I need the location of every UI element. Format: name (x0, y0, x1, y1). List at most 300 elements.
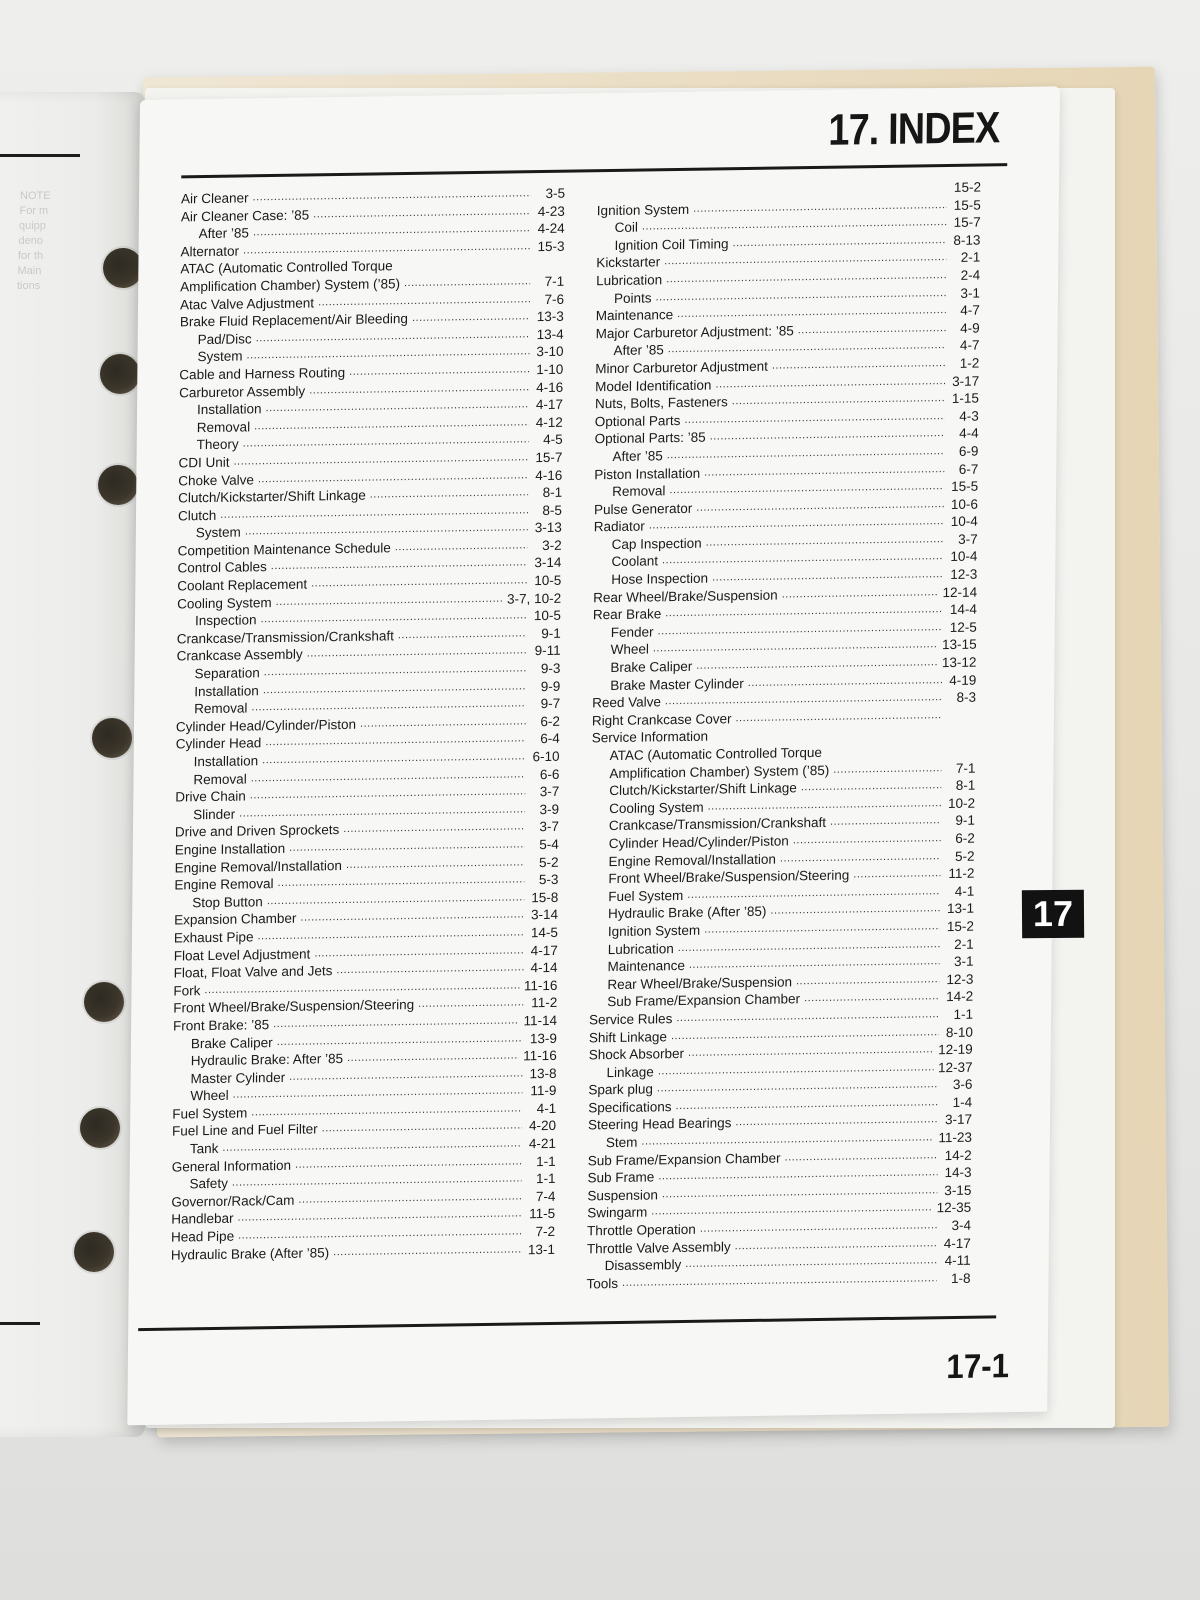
index-entry-page: 13-3 (536, 308, 564, 325)
index-entry-page: 2-1 (960, 249, 981, 266)
index-entry-label: Amplification Chamber) System (’85) (180, 276, 401, 295)
index-entry-page: 4-12 (535, 414, 563, 430)
index-entry-page: 3-6 (952, 1076, 973, 1093)
index-entry-page: 7-6 (544, 291, 565, 307)
index-entry-page: 3-7, 10-2 (507, 590, 562, 607)
index-entry-page (942, 719, 976, 720)
index-entry-page: 10-6 (950, 496, 979, 512)
index-entry-label: Ignition System (596, 201, 690, 218)
index-entry-label: Brake Caliper (610, 658, 693, 676)
index-entry-page: 13-1 (527, 1241, 555, 1257)
index-entry-label: Governor/Rack/Cam (171, 1192, 295, 1210)
index-entry-label: Engine Removal/Installation (174, 857, 343, 876)
leader-dots (346, 857, 525, 870)
leader-dots (360, 716, 526, 728)
leader-dots (204, 980, 520, 995)
index-entry-page: 13-9 (529, 1030, 557, 1046)
leader-dots (678, 939, 940, 953)
leader-dots (289, 1068, 523, 1081)
leader-dots (735, 710, 942, 723)
index-entry-label: Safety (189, 1175, 228, 1192)
leader-dots (258, 470, 529, 484)
index-entry-page: 4-17 (535, 396, 564, 413)
index-entry-page: 12-3 (946, 971, 974, 987)
index-entry-page: 4-24 (537, 220, 565, 237)
index-entry-page: 4-7 (959, 337, 980, 354)
leader-dots (685, 1255, 937, 1269)
leader-dots (395, 540, 528, 552)
left-page-ghost-line: NOTE (20, 190, 51, 202)
leader-dots (257, 927, 524, 941)
index-entry-label: Tank (189, 1140, 219, 1157)
index-entry-page: 8-13 (953, 232, 981, 248)
index-entry-page: 12-37 (937, 1059, 973, 1075)
index-entry-page: 1-10 (536, 361, 564, 378)
index-entry-page: 9-11 (534, 643, 561, 659)
index-entry-page: 3-14 (534, 555, 562, 571)
index-entry-label: Brake Caliper (190, 1034, 273, 1051)
index-entry-label: Master Cylinder (190, 1069, 286, 1086)
index-entry-label: Amplification Chamber) System (’85) (609, 762, 830, 781)
binder-hole (98, 465, 138, 505)
leader-dots (676, 1009, 939, 1023)
index-entry-page: 3-13 (534, 520, 562, 536)
leader-dots (688, 1044, 934, 1058)
left-page-ghost-line: tions (17, 280, 41, 292)
leader-dots (696, 657, 938, 671)
leader-dots (710, 428, 945, 441)
index-entry-page: 12-5 (949, 619, 977, 635)
index-entry-label: Wheel (190, 1088, 229, 1104)
left-page-ghost-line: deno (18, 235, 43, 247)
index-entry-page: 4-9 (960, 320, 980, 336)
index-entry-label: Drive and Driven Sprockets (174, 822, 340, 840)
index-entry-page: 15-5 (951, 478, 979, 495)
leader-dots (662, 1185, 938, 1199)
index-entry-page: 11-16 (523, 1047, 557, 1064)
leader-dots (347, 1051, 519, 1064)
index-entry-page: 3-17 (944, 1112, 973, 1128)
index-entry-label: Ignition Coil Timing (614, 236, 729, 253)
index-entry-label: Head Pipe (171, 1228, 235, 1245)
index-entry-page: 11-5 (529, 1206, 556, 1222)
index-entry-label: Cooling System (177, 594, 272, 612)
index-entry-page: 6-9 (958, 443, 979, 459)
index-entry-label: Brake Master Cylinder (610, 675, 744, 693)
index-entry-label: Optional Parts (594, 412, 681, 429)
leader-dots (253, 188, 532, 202)
index-entry-label: Front Wheel/Brake/Suspension/Steering (608, 867, 850, 887)
index-entry-label: Rear Wheel/Brake/Suspension (593, 587, 778, 605)
index-column-right (586, 180, 981, 1294)
index-entry-label: Pulse Generator (593, 500, 693, 517)
leader-dots (277, 1033, 523, 1047)
index-entry-page: 4-16 (535, 467, 563, 483)
index-entry-label: Competition Maintenance Schedule (177, 540, 391, 559)
index-entry-page: 10-4 (950, 549, 978, 565)
leader-dots (665, 692, 942, 706)
leader-dots (298, 1191, 521, 1204)
index-entry-page: 3-1 (953, 953, 974, 970)
index-entry-label: Maintenance (607, 958, 685, 975)
leader-dots (748, 675, 943, 688)
leader-dots (322, 1121, 523, 1134)
index-entry-label: Rear Wheel/Brake/Suspension (607, 974, 793, 992)
leader-dots (251, 699, 526, 713)
index-entry-page: 3-2 (542, 537, 562, 553)
index-entry-page: 1-2 (959, 355, 980, 371)
index-entry-label: Maintenance (595, 307, 674, 324)
leader-dots (412, 311, 530, 323)
index-entry-label: Suspension (587, 1187, 659, 1204)
index-entry-label: Installation (193, 753, 259, 770)
index-entry-label: Fuel Line and Fuel Filter (172, 1121, 318, 1140)
index-entry-label: Hydraulic Brake: After ’85 (190, 1051, 344, 1069)
index-entry-label: Air Cleaner (180, 190, 249, 207)
footer-rule (138, 1315, 996, 1331)
page-number: 17-1 (946, 1347, 1010, 1387)
index-entry-label: Clutch (177, 507, 217, 524)
index-entry-page: 4-4 (959, 425, 979, 442)
index-entry-page: 5-4 (539, 836, 559, 853)
index-entry-page: 9-1 (541, 625, 561, 641)
leader-dots (243, 241, 531, 255)
leader-dots (706, 534, 944, 548)
index-entry-label: Fender (610, 624, 654, 640)
index-entry-label: Engine Removal/Installation (608, 851, 777, 869)
leader-dots (684, 411, 945, 425)
leader-dots (336, 962, 523, 975)
leader-dots (666, 270, 946, 284)
index-entry-page: 4-17 (530, 942, 558, 958)
index-entry-page: 8-1 (955, 777, 976, 794)
index-entry-label: Major Carburetor Adjustment: ’85 (595, 323, 794, 342)
leader-dots (238, 1226, 521, 1240)
index-entry-label: Coolant (611, 553, 659, 570)
index-entry-page: 3-15 (944, 1182, 972, 1198)
index-entry-page: 12-14 (942, 584, 978, 600)
leader-dots (232, 1174, 522, 1188)
index-entry-label: Choke Valve (178, 471, 254, 488)
index-entry-page: 9-1 (955, 813, 975, 829)
index-entry-label: ATAC (Automatic Controlled Torque (609, 744, 823, 764)
index-entry-label: Specifications (588, 1099, 672, 1116)
index-entry-label: Stop Button (192, 893, 263, 911)
index-entry-page: 3-7 (539, 783, 560, 800)
index-entry-label: Air Cleaner Case: ’85 (180, 207, 310, 224)
index-entry-label: System (195, 524, 241, 541)
leader-dots (793, 833, 941, 845)
index-entry-label: Spark plug (588, 1081, 654, 1098)
index-entry-label: Tools (586, 1275, 619, 1292)
leader-dots (853, 868, 940, 879)
leader-dots (833, 763, 941, 775)
leader-dots (689, 956, 940, 970)
left-page-ghost-line: quipp (19, 220, 46, 232)
page-title: 17. INDEX (828, 103, 1000, 155)
index-entry-label: Kickstarter (596, 254, 661, 271)
leader-dots (262, 751, 526, 765)
leader-dots (289, 839, 525, 852)
index-entry-page: 6-10 (532, 748, 560, 765)
leader-dots (772, 358, 946, 371)
index-entry-page: 10-2 (947, 795, 976, 811)
leader-dots (622, 1273, 937, 1288)
index-entry-label: Atac Valve Adjustment (179, 294, 315, 312)
index-entry-page: 4-1 (954, 883, 975, 899)
left-page-rule (0, 154, 80, 157)
index-entry-page: 1-1 (536, 1153, 556, 1169)
leader-dots (404, 276, 530, 288)
leader-dots (253, 223, 531, 237)
leader-dots (641, 1132, 934, 1146)
index-entry-page: 11-2 (531, 995, 558, 1011)
leader-dots (251, 1103, 522, 1117)
leader-dots (273, 1015, 520, 1029)
leader-dots (782, 587, 939, 599)
index-entry-label: Cooling System (609, 799, 704, 816)
section-tab: 17 (1022, 890, 1084, 938)
leader-dots (830, 816, 941, 828)
leader-dots (667, 446, 945, 460)
leader-dots (651, 1203, 933, 1217)
index-entry-label: Control Cables (177, 559, 267, 576)
index-entry-label: Alternator (180, 243, 240, 260)
leader-dots (260, 611, 527, 625)
leader-dots (398, 628, 527, 640)
leader-dots (311, 575, 527, 588)
leader-dots (712, 569, 943, 582)
index-entry-page: 4-19 (949, 672, 977, 688)
left-page-rule-bottom (0, 1322, 40, 1325)
leader-dots (239, 804, 525, 818)
leader-dots (307, 646, 527, 659)
leader-dots (318, 294, 530, 307)
index-entry-label: Drive Chain (175, 788, 246, 805)
header-rule (181, 163, 1007, 178)
index-entry-page: 15-2 (953, 179, 982, 195)
index-entry-label: Float Level Adjustment (173, 946, 311, 964)
index-entry-label: Radiator (593, 518, 645, 535)
index-entry-label: Crankcase/Transmission/Crankshaft (176, 628, 394, 647)
index-entry-page: 8-1 (542, 484, 563, 501)
index-entry-label: Crankcase/Transmission/Crankshaft (608, 815, 827, 834)
index-entry-page: 6-7 (958, 461, 979, 477)
leader-dots (653, 640, 938, 654)
index-entry-page: 1-8 (950, 1270, 971, 1286)
index-entry-label: Cylinder Head (175, 735, 262, 752)
index-entry-page: 10-5 (534, 572, 562, 589)
leader-dots (732, 393, 945, 406)
leader-dots (267, 892, 525, 906)
index-entry-page: 9-7 (540, 696, 561, 712)
index-entry-label: ATAC (Automatic Controlled Torque (180, 258, 393, 277)
index-entry-label: Hydraulic Brake (After ’85) (608, 904, 767, 922)
index-entry-page: 6-6 (539, 766, 560, 782)
index-entry-label: Installation (196, 401, 262, 418)
leader-dots (265, 734, 526, 748)
leader-dots (251, 769, 526, 783)
index-entry-page: 14-3 (944, 1164, 972, 1181)
leader-dots (675, 1097, 938, 1111)
binder-hole (84, 982, 124, 1022)
index-entry-label: Coil (614, 219, 639, 236)
index-entry-page: 4-5 (543, 432, 563, 448)
leader-dots (642, 217, 947, 232)
index-entry-page: 10-5 (533, 608, 562, 624)
index-entry-page: 3-4 (951, 1217, 972, 1234)
index-entry-page: 11-14 (523, 1012, 558, 1029)
index-entry-label: Sub Frame/Expansion Chamber (607, 991, 801, 1010)
index-entry-label: Steering Head Bearings (588, 1115, 732, 1133)
index-entry-label: Removal (196, 419, 251, 435)
index-entry-label: Service Information (591, 729, 709, 746)
index-entry-page: 3-14 (530, 907, 559, 923)
index-entry-page: 5-2 (539, 854, 559, 870)
leader-dots (733, 235, 947, 248)
index-entry-label: Cylinder Head/Cylinder/Piston (175, 716, 357, 735)
index-entry-label: Hydraulic Brake (After ’85) (170, 1244, 330, 1263)
index-entry-page: 5-3 (538, 871, 559, 888)
index-column-left (171, 186, 565, 1265)
index-entry-label: Lubrication (596, 272, 663, 289)
index-entry-label: Shift Linkage (588, 1028, 668, 1045)
index-entry-page: 4-16 (536, 379, 564, 395)
index-entry-page: 1-15 (951, 390, 980, 407)
index-entry-page: 4-1 (536, 1100, 557, 1117)
leader-dots (658, 1167, 937, 1181)
leader-dots (664, 252, 946, 266)
index-entry-label: Wheel (610, 641, 649, 658)
index-entry-label: Swingarm (587, 1204, 648, 1221)
leader-dots (300, 910, 524, 923)
index-entry-label: General Information (171, 1157, 292, 1175)
index-entry-label: Fuel System (608, 887, 684, 904)
index-entry-label: Optional Parts: ’85 (594, 429, 706, 447)
index-entry-label: Disassembly (604, 1257, 682, 1274)
left-page-ghost-line: For m (19, 205, 49, 217)
index-page (127, 86, 1060, 1425)
index-entry-label: Fuel System (172, 1105, 248, 1122)
leader-dots (313, 206, 531, 219)
index-entry-label: Cap Inspection (611, 535, 702, 552)
index-entry-page: 12-19 (938, 1041, 973, 1058)
leader-dots (658, 1062, 934, 1076)
index-entry-page: 15-3 (537, 238, 565, 254)
index-entry-page: 3-9 (539, 801, 560, 817)
leader-dots (264, 663, 527, 677)
index-entry-label: Exhaust Pipe (173, 929, 254, 946)
index-entry-page: 14-5 (530, 924, 559, 941)
leader-dots (665, 604, 943, 618)
index-entry-label: Theory (196, 436, 239, 453)
index-entry-page: 3-17 (952, 373, 980, 389)
index-entry-page: 11-23 (938, 1129, 972, 1146)
index-entry-label: Inspection (194, 612, 257, 629)
index-entry-page: 11-2 (948, 865, 975, 882)
index-entry-page: 7-1 (955, 760, 976, 776)
leader-dots (418, 998, 523, 1010)
leader-dots (271, 558, 528, 572)
index-entry-label: Minor Carburetor Adjustment (595, 358, 768, 377)
index-entry-page: 2-1 (954, 936, 974, 952)
index-entry-page: 4-7 (960, 302, 980, 318)
index-entry-label: Slinder (193, 806, 236, 823)
leader-dots (770, 904, 940, 917)
index-entry-page: 11-9 (530, 1083, 557, 1099)
index-entry-page: 4-17 (943, 1235, 971, 1251)
leader-dots (266, 399, 530, 413)
index-entry-label: Hose Inspection (611, 570, 709, 588)
index-entry-label: Handlebar (171, 1211, 234, 1228)
leader-dots (276, 593, 503, 606)
index-entry-label: Coolant Replacement (177, 576, 308, 594)
index-entry-page: 13-15 (942, 637, 977, 653)
left-page-ghost-line: Main (17, 265, 42, 277)
leader-dots (798, 323, 946, 335)
leader-dots (246, 347, 529, 361)
index-entry-page: 15-7 (535, 449, 563, 466)
leader-dots (668, 340, 946, 354)
index-entry-page: 1-1 (953, 1006, 974, 1022)
leader-dots (687, 886, 940, 900)
index-entry-label: Model Identification (595, 377, 712, 394)
index-entry-label: Float, Float Valve and Jets (173, 963, 333, 981)
binder-hole (100, 354, 140, 394)
index-entry-page: 4-14 (530, 959, 558, 976)
leader-dots (669, 481, 944, 495)
index-entry-label: Throttle Valve Assembly (586, 1238, 731, 1257)
leader-dots (222, 1138, 522, 1152)
left-page (0, 92, 145, 1437)
leader-dots (655, 288, 946, 302)
leader-dots (700, 1220, 937, 1234)
binder-hole (92, 718, 132, 758)
index-entry-label: Points (613, 289, 652, 306)
index-entry-label: Piston Installation (594, 465, 701, 482)
index-entry-label: Clutch/Kickstarter/Shift Linkage (609, 780, 797, 799)
index-entry-page: 9-9 (540, 678, 561, 694)
index-entry-label: After ’85 (613, 342, 664, 359)
index-entry-page: 3-1 (960, 285, 981, 301)
index-entry-label: Front Wheel/Brake/Suspension/Steering (173, 997, 415, 1016)
index-entry-page: 14-2 (946, 988, 974, 1005)
leader-dots (254, 417, 529, 431)
leader-dots (220, 505, 528, 520)
index-entry-page: 8-5 (542, 502, 563, 518)
leader-dots (658, 622, 943, 636)
index-entry-label: Cable and Harness Routing (179, 364, 346, 383)
index-entry-label: CDI Unit (178, 454, 230, 471)
index-entry-page: 15-8 (531, 889, 559, 905)
index-entry-page: 7-1 (544, 273, 565, 289)
index-entry-page: 10-4 (950, 513, 978, 530)
binder-hole (80, 1108, 120, 1148)
index-entry-label: Cylinder Head/Cylinder/Piston (608, 833, 789, 852)
index-entry-label: Stem (605, 1134, 638, 1151)
index-entry-page: 13-1 (946, 901, 975, 917)
index-entry-label: Carburetor Assembly (179, 383, 306, 400)
index-entry-page: 1-4 (952, 1094, 973, 1110)
leader-dots (237, 1209, 521, 1223)
index-entry-label: System (197, 348, 243, 365)
leader-dots (256, 329, 530, 343)
index-entry-label: Crankcase Assembly (176, 647, 303, 664)
leader-dots (785, 1150, 938, 1162)
leader-dots (250, 787, 526, 801)
index-entry-page: 6-4 (540, 731, 560, 747)
index-entry-label: Removal (194, 700, 248, 717)
